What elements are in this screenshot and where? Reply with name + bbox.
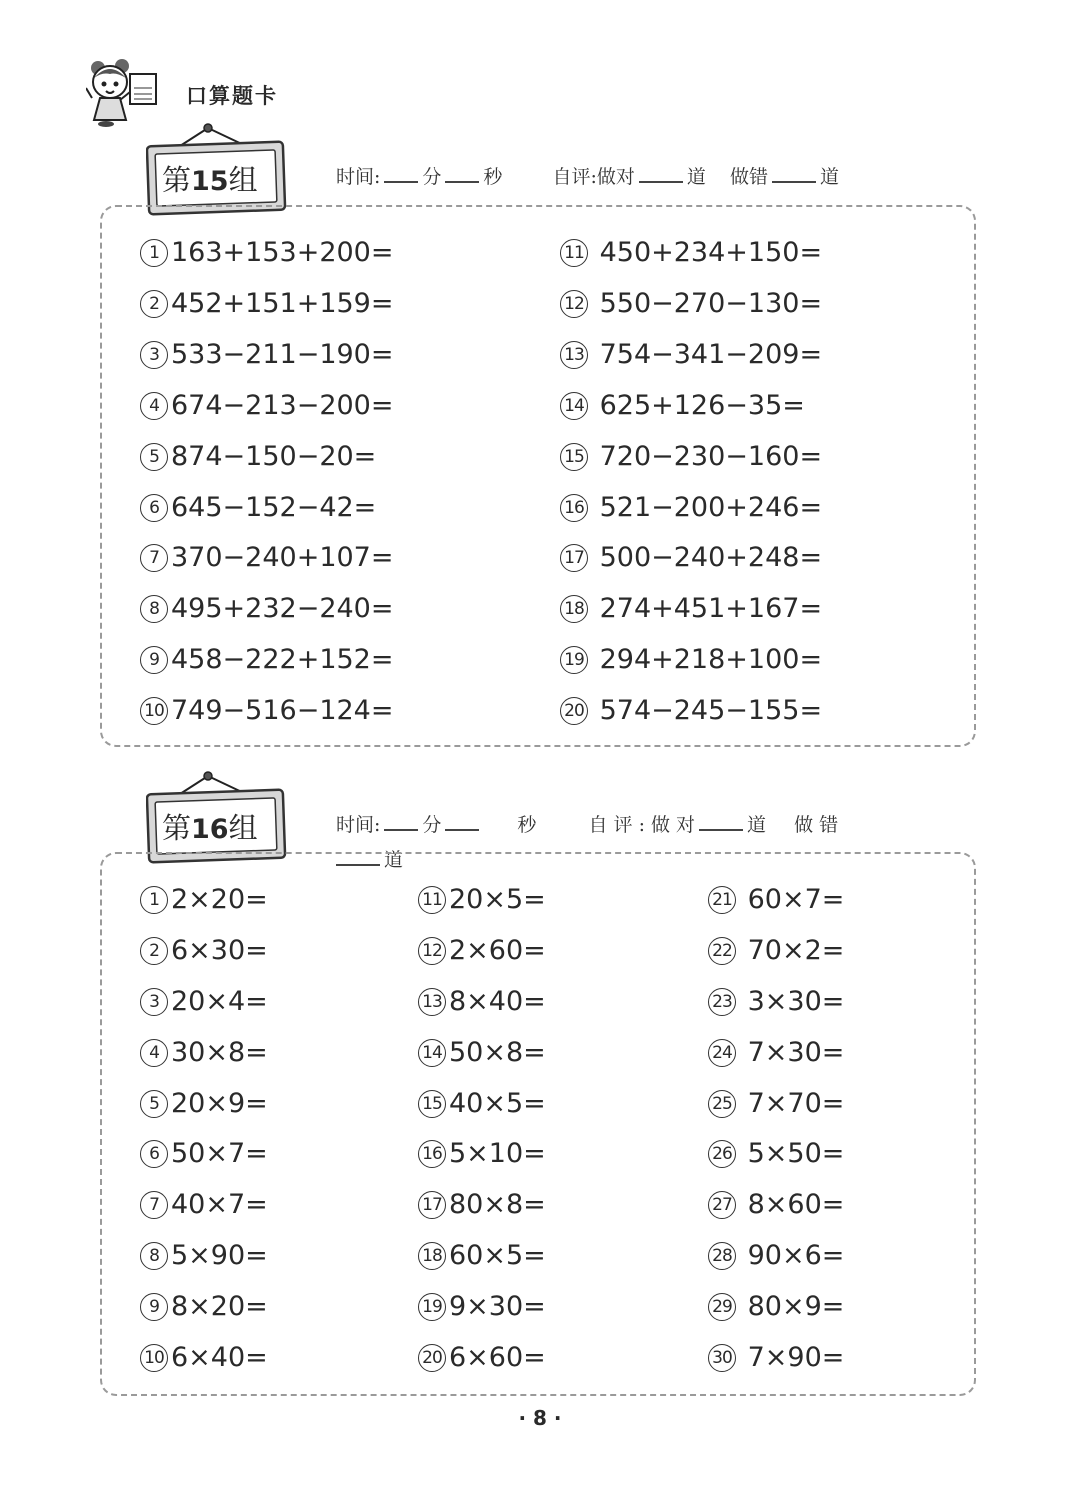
problem-item: 24 7×30= — [708, 1037, 844, 1068]
page-title: 口算题卡 — [186, 84, 278, 108]
problem-item: 18 60×5= — [418, 1240, 546, 1271]
group-15-info-line — [336, 162, 839, 189]
problem-item: 14 625+126−35= — [560, 390, 805, 421]
problem-item: 20 6×60= — [418, 1342, 546, 1373]
self-eval-label: 自 评 : 做 对 — [588, 814, 696, 836]
group-16-problem-box — [100, 852, 976, 1396]
unit-label: 道 — [686, 166, 706, 188]
problem-item: 19 294+218+100= — [560, 644, 822, 675]
problem-item: 12 2×60= — [418, 935, 546, 966]
group-16-info-line — [336, 810, 838, 837]
badge-suffix: 组 — [228, 811, 258, 845]
minutes-blank[interactable] — [384, 815, 418, 831]
problem-item: 5 874−150−20= — [140, 441, 376, 472]
problem-item: 8 5×90= — [140, 1240, 268, 1271]
problem-item: 4 674−213−200= — [140, 390, 393, 421]
unit-label: 道 — [384, 849, 404, 871]
correct-count-blank[interactable] — [639, 167, 683, 183]
second-label: 秒 — [483, 166, 503, 188]
problem-item: 17 80×8= — [418, 1189, 546, 1220]
problem-item: 11 20×5= — [418, 884, 546, 915]
problem-item: 2 452+151+159= — [140, 288, 393, 319]
problem-item: 1 2×20= — [140, 884, 268, 915]
problem-item: 16 5×10= — [418, 1138, 546, 1169]
problem-item: 15 40×5= — [418, 1088, 546, 1119]
minute-label: 分 — [422, 814, 442, 836]
unit-label: 道 — [819, 166, 839, 188]
problem-item: 13 8×40= — [418, 986, 546, 1017]
problem-item: 10 6×40= — [140, 1342, 268, 1373]
problem-item: 10 749−516−124= — [140, 695, 393, 726]
problem-item: 12 550−270−130= — [560, 288, 822, 319]
group-16-badge — [146, 770, 288, 862]
problem-item: 15 720−230−160= — [560, 441, 822, 472]
problem-item: 8 495+232−240= — [140, 593, 393, 624]
problem-item: 1 163+153+200= — [140, 237, 393, 268]
problem-item: 25 7×70= — [708, 1088, 844, 1119]
problem-item: 4 30×8= — [140, 1037, 268, 1068]
badge-prefix: 第 — [162, 811, 192, 845]
minutes-blank[interactable] — [384, 167, 418, 183]
problem-item: 26 5×50= — [708, 1138, 844, 1169]
problem-item: 9 8×20= — [140, 1291, 268, 1322]
problem-item: 14 50×8= — [418, 1037, 546, 1068]
second-label: 秒 — [517, 814, 537, 836]
problem-item: 3 20×4= — [140, 986, 268, 1017]
problem-item: 27 8×60= — [708, 1189, 844, 1220]
problem-item: 6 645−152−42= — [140, 492, 376, 523]
badge-number: 16 — [191, 814, 229, 845]
wrong-label: 做 错 — [794, 814, 839, 836]
problem-item: 5 20×9= — [140, 1088, 268, 1119]
minute-label: 分 — [422, 166, 442, 188]
problem-item: 13 754−341−209= — [560, 339, 822, 370]
problem-item: 20 574−245−155= — [560, 695, 822, 726]
problem-item: 7 40×7= — [140, 1189, 268, 1220]
page-header — [86, 58, 386, 128]
self-eval-label: 自评:做对 — [552, 166, 635, 188]
group-15-problem-box — [100, 205, 976, 747]
seconds-blank[interactable] — [445, 815, 479, 831]
correct-count-blank[interactable] — [699, 815, 743, 831]
page-number: · 8 · — [518, 1406, 562, 1430]
problem-item: 17 500−240+248= — [560, 542, 822, 573]
badge-number: 15 — [191, 166, 229, 197]
problem-item: 29 80×9= — [708, 1291, 844, 1322]
unit-label: 道 — [747, 814, 767, 836]
problem-item: 21 60×7= — [708, 884, 844, 915]
badge-prefix: 第 — [162, 163, 192, 197]
problem-item: 30 7×90= — [708, 1342, 844, 1373]
problem-item: 22 70×2= — [708, 935, 844, 966]
seconds-blank[interactable] — [445, 167, 479, 183]
problem-item: 18 274+451+167= — [560, 593, 822, 624]
wrong-label: 做错 — [729, 166, 768, 188]
girl-mascot-icon — [86, 58, 166, 128]
group-15-label — [162, 158, 258, 199]
badge-suffix: 组 — [228, 163, 258, 197]
problem-item: 6 50×7= — [140, 1138, 268, 1169]
time-label: 时间: — [336, 166, 381, 188]
time-label: 时间: — [336, 814, 381, 836]
wrong-count-blank[interactable] — [772, 167, 816, 183]
problem-item: 19 9×30= — [418, 1291, 546, 1322]
problem-item: 16 521−200+246= — [560, 492, 822, 523]
problem-item: 7 370−240+107= — [140, 542, 393, 573]
group-16-label — [162, 806, 258, 847]
problem-item: 9 458−222+152= — [140, 644, 393, 675]
problem-item: 28 90×6= — [708, 1240, 844, 1271]
problem-item: 3 533−211−190= — [140, 339, 393, 370]
problem-item: 11 450+234+150= — [560, 237, 822, 268]
problem-item: 2 6×30= — [140, 935, 268, 966]
problem-item: 23 3×30= — [708, 986, 844, 1017]
group-15-badge — [146, 122, 288, 214]
